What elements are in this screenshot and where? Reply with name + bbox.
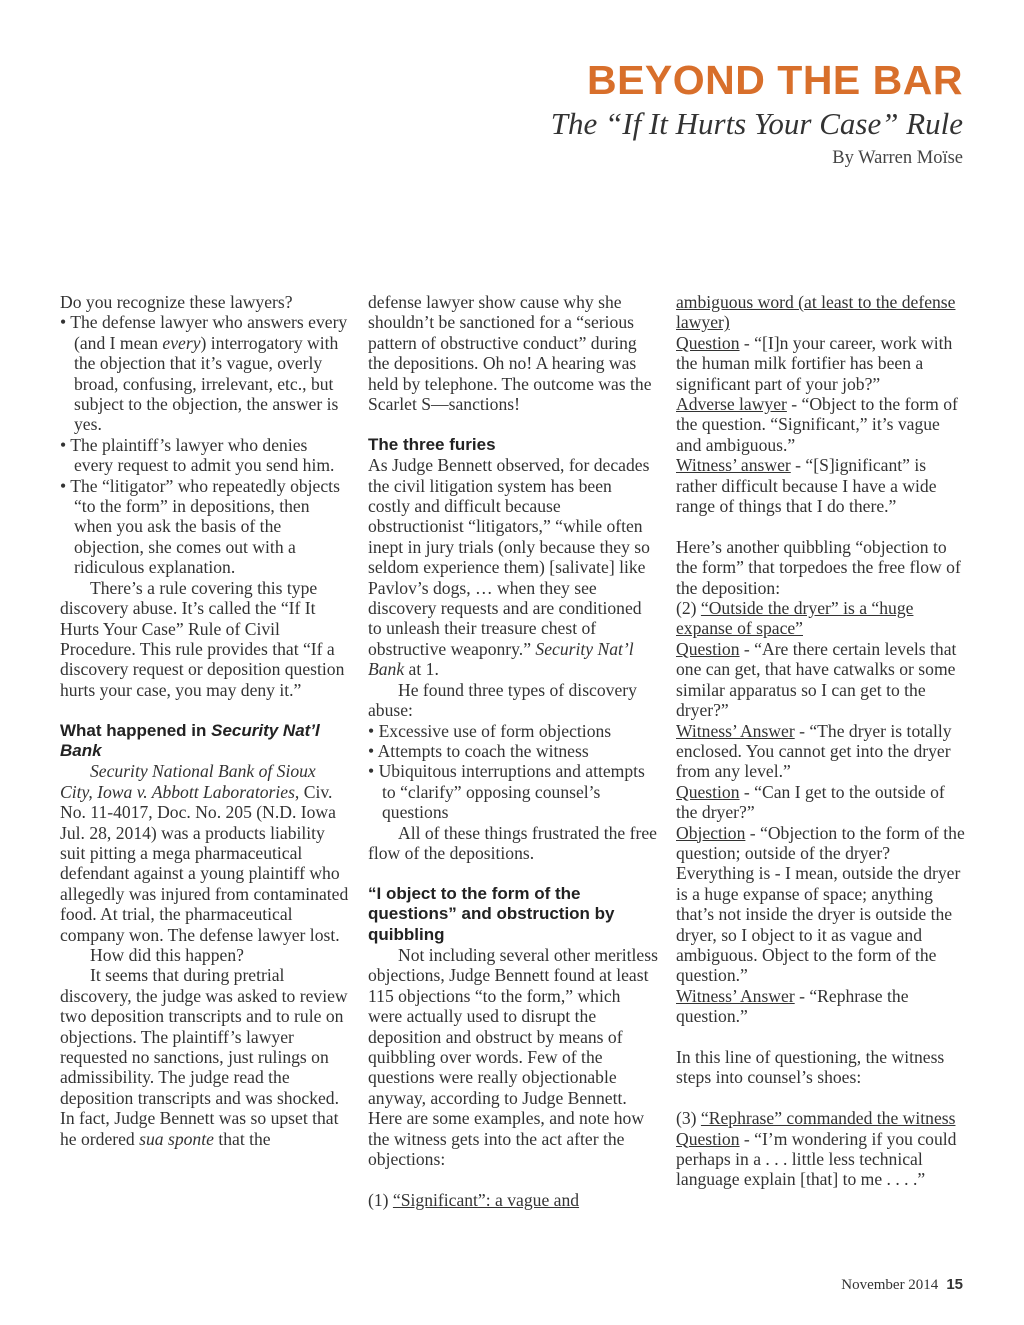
bullet-item: • Excessive use of form objections xyxy=(368,720,612,741)
bullet-item: • The plaintiff’s lawyer who denies every request to admit you send him. xyxy=(60,434,335,476)
example-heading: ambiguous word (at least to the defense lawyer) xyxy=(676,292,956,333)
bullet-item: • Ubiquitous interruptions and attempts to “clarify” opposing counsel’s questions xyxy=(368,761,645,823)
byline: By Warren Moïse xyxy=(832,148,963,168)
example-heading: (2) “Outside the dryer” is a “huge expanse of space” xyxy=(676,598,914,639)
column-3 xyxy=(676,292,966,1190)
section-heading: What happened in Security Nat’l Bank xyxy=(60,720,320,760)
transcript-line: Witness’ Answer - “The dryer is totally enclosed. You cannot get into the dryer from any level.” xyxy=(676,720,952,782)
bullet-item: • Attempts to coach the witness xyxy=(368,740,589,761)
body-paragraph: defense lawyer show cause why she shouldn’t be sanctioned for a “serious pattern of obstructive conduct” during the depositions. Oh no! A hearing was held by telephone. The outcome was the Scarlet S—sanctions! xyxy=(368,292,652,415)
body-paragraph: Security National Bank of Sioux City, Iowa v. Abbott Laboratories, Civ. No. 11-4017, Doc. No. 205 (N.D. Iowa Jul. 28, 2014) was a products liability suit pitting a mega pharmaceutical defendant against a young plaintiff who allegedly was injured from contaminated food. At trial, the pharmaceutical company won. The defense lawyer lost. xyxy=(60,761,349,945)
section-heading: “I object to the form of the questions” and obstruction by quibbling xyxy=(368,883,615,944)
article-title: The “If It Hurts Your Case” Rule xyxy=(550,106,963,141)
body-paragraph: As Judge Bennett observed, for decades the civil litigation system has been costly and difficult because obstructionist “litigators,” “while often inept in jury trials (only because they so seldom experience them) [salivate] like Pavlov’s dogs, … when they see discovery requests and are conditioned to unleash their treasure chest of obstructive weaponry.” Security Nat’l Bank at 1. xyxy=(368,455,650,680)
body-paragraph: There’s a rule covering this type discovery abuse. It’s called the “If It Hurts Your Case” Rule of Civil Procedure. This rule provides that “If a discovery request or deposition question hurts your case, you may deny it.” xyxy=(60,577,345,700)
example-heading: (3) “Rephrase” commanded the witness xyxy=(676,1108,956,1129)
transcript-line: Question - “Can I get to the outside of the dryer?” xyxy=(676,781,945,823)
body-paragraph: It seems that during pretrial discovery, the judge was asked to review two deposition transcripts and to rule on objections. The plaintiff’s lawyer requested no sanctions, just rulings on admissibility. The judge read the deposition transcripts and was shocked. In fact, Judge Bennett was so upset that he ordered sua sponte that the xyxy=(60,965,348,1149)
body-paragraph: Here’s another quibbling “objection to the form” that torpedoes the free flow of the deposition: xyxy=(676,536,961,598)
column-2 xyxy=(368,292,658,1210)
section-heading: The three furies xyxy=(368,434,496,454)
transcript-line: Adverse lawyer - “Object to the form of the question. “Significant,” it’s vague and ambiguous.” xyxy=(676,394,958,455)
transcript-line: Witness’ Answer - “Rephrase the question.” xyxy=(676,985,909,1027)
bullet-item: • The defense lawyer who answers every (and I mean every) interrogatory with the objection that it’s vague, overly broad, confusing, irrelevant, etc., but subject to the objection, the answer is yes. xyxy=(60,312,348,435)
intro-paragraph: Do you recognize these lawyers? xyxy=(60,292,293,312)
transcript-line: Question - “I’m wondering if you could perhaps in a . . . little less technical language explain [that] to me . . . .” xyxy=(676,1128,957,1190)
issue-date: November 2014 xyxy=(841,1277,939,1293)
transcript-line: Witness’ answer - “[S]ignificant” is rather difficult because I have a wide range of things that I do there.” xyxy=(676,455,937,517)
section-kicker: BEYOND THE BAR xyxy=(586,57,963,103)
body-paragraph: How did this happen? xyxy=(90,944,244,965)
transcript-line: Objection - “Objection to the form of the question; outside of the dryer? Everything is - I mean, outside the dryer is a huge expanse of space; anything that’s not inside the dryer is outside the dryer, so I object to it as vague and ambiguous. Object to the form of the question.” xyxy=(676,822,965,986)
article-header xyxy=(551,57,963,171)
body-paragraph: Not including several other meritless objections, Judge Bennett found at least 115 objections “to the form,” which were actually used to disrupt the deposition and obstruct by means of quibbling over words. Few of the questions were really objectionable anyway, according to Judge Bennett. Here are some examples, and note how the witness gets into the act after the objections: xyxy=(368,944,658,1170)
transcript-line: Question - “Are there certain levels that one can get, that have catwalks or some similar apparatus so I can get to the dryer?” xyxy=(676,638,957,721)
bullet-item: • The “litigator” who repeatedly objects “to the form” in depositions, then when you ask the basis of the objection, she comes out with a ridiculous explanation. xyxy=(60,475,340,578)
body-paragraph: He found three types of discovery abuse: xyxy=(368,679,637,721)
body-paragraph: All of these things frustrated the free flow of the depositions. xyxy=(368,822,657,863)
example-heading: (1) “Significant”: a vague and xyxy=(368,1189,580,1210)
transcript-line: Question - “[I]n your career, work with the human milk fortifier has been a significant part of your job?” xyxy=(676,332,953,394)
page-number: 15 xyxy=(946,1276,963,1293)
column-1 xyxy=(60,292,350,1149)
body-paragraph: In this line of questioning, the witness steps into counsel’s shoes: xyxy=(676,1047,945,1088)
page-footer xyxy=(841,1276,963,1294)
